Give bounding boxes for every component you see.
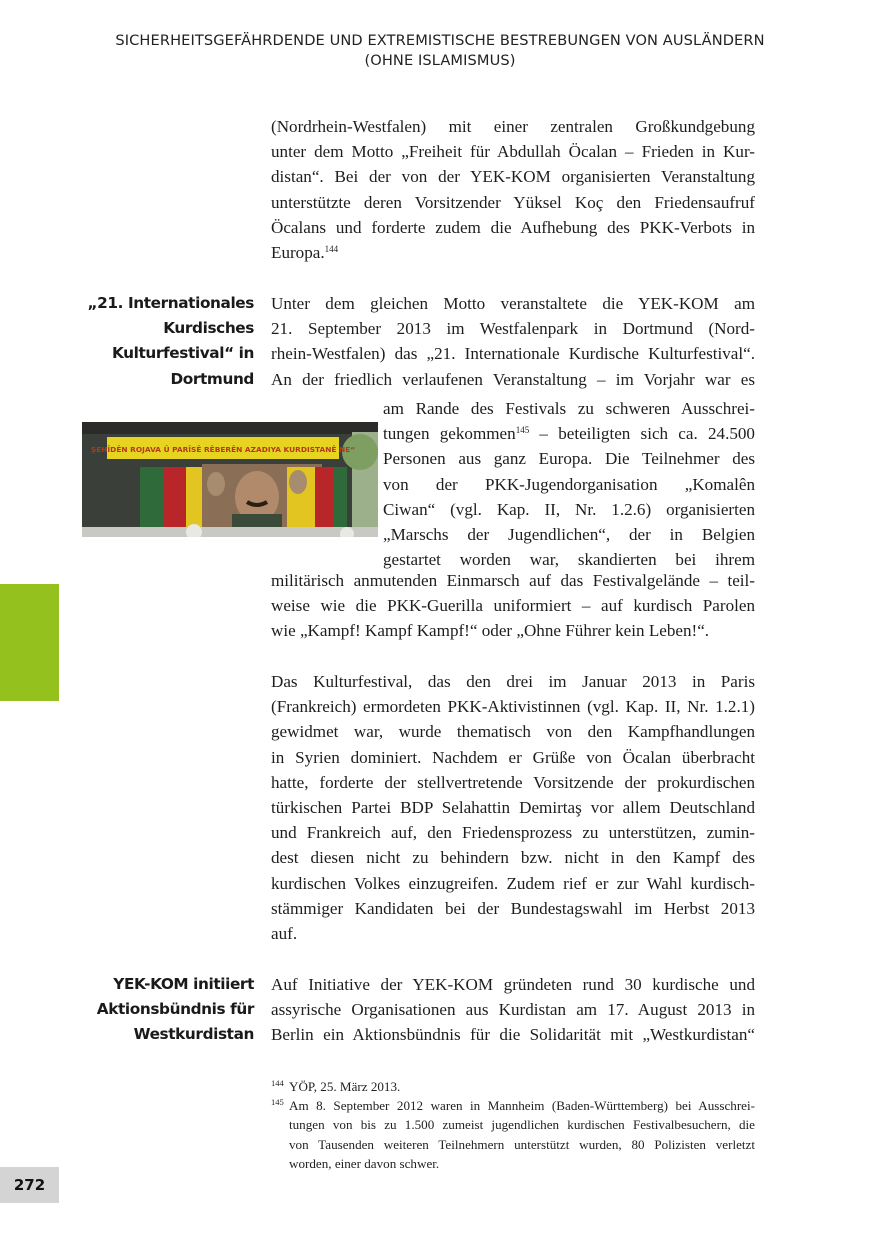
text-line bbox=[271, 240, 755, 265]
text-line: unterstützte deren Vorsitzender Yüksel Koç den Friedensaufruf bbox=[271, 192, 755, 212]
text-line: stämmiger Kandidaten bei der Bundestagswahl im Herbst 2013 bbox=[271, 898, 755, 918]
side-heading-line: „21. Internationales bbox=[87, 294, 254, 312]
banner-text: ŞEHÎDÊN ROJAVA Û PARÎSÊ RÊBERÊN AZADIYA KURDISTANÊ NE“ bbox=[90, 445, 356, 454]
side-heading-line: Kulturfestival“ in bbox=[111, 344, 254, 363]
running-head bbox=[100, 31, 780, 71]
page-number bbox=[0, 1167, 59, 1203]
footnote-ref-144[interactable]: 144 bbox=[324, 244, 339, 255]
text-line: am Rande des Festivals zu schweren Ausschrei- bbox=[383, 399, 755, 418]
text-line: „Marschs der Jugendlichen“, der in Belgien bbox=[383, 525, 755, 545]
text-line: wie „Kampf! Kampf Kampf!“ oder „Ohne Führer kein Leben!“. bbox=[271, 621, 710, 641]
side-heading-festival bbox=[79, 291, 254, 392]
side-heading-line: Dortmund bbox=[170, 369, 254, 388]
text-line: assyrische Organisationen aus Kurdistan am 17. August 2013 in bbox=[271, 1000, 755, 1020]
text-line: (Nordrhein-Westfalen) mit einer zentralen Großkundgebung bbox=[271, 117, 755, 136]
footnote-line: worden, einer davon schwer. bbox=[289, 1155, 440, 1171]
text-line: Personen aus ganz Europa. Die Teilnehmer des bbox=[383, 449, 755, 469]
text-line: gewidmet war, wurde thematisch von den Kampfhandlungen bbox=[271, 722, 755, 742]
text-line: (Frankreich) ermordeten PKK-Aktivistinnen (vgl. Kap. II, Nr. 1.2.1) bbox=[271, 697, 755, 717]
stage-photo-image bbox=[82, 422, 378, 537]
text-line: Ciwan“ (vgl. Kap. II, Nr. 1.2.6) organisierten bbox=[383, 499, 755, 519]
text-line: Das Kulturfestival, das den drei im Januar 2013 in Paris bbox=[271, 672, 755, 691]
running-head-line-1: SICHERHEITSGEFÄHRDENDE UND EXTREMISTISCHE BESTREBUNGEN VON AUSLÄNDERN bbox=[115, 32, 765, 49]
footnote-number: 145 bbox=[271, 1097, 284, 1108]
text-line: weise wie die PKK-Guerilla uniformiert – auf kurdisch Parolen bbox=[271, 596, 755, 616]
side-heading-line: Aktionsbündnis für bbox=[96, 1000, 254, 1019]
festival-stage-photo bbox=[82, 422, 378, 537]
running-head-line-2: (OHNE ISLAMISMUS) bbox=[364, 52, 516, 69]
text-line: hatte, forderte der stellvertretende Vorsitzende der prokurdischen bbox=[271, 772, 755, 792]
footnote-144 bbox=[271, 1077, 755, 1096]
text-line bbox=[383, 421, 755, 446]
side-heading-aktionsbuendnis bbox=[79, 972, 254, 1048]
text-line: in Syrien dominiert. Nachdem er Grüße von Öcalan überbracht bbox=[271, 747, 755, 767]
text-line: militärisch anmutenden Einmarsch auf das Festivalgelände – teil- bbox=[271, 571, 755, 590]
text-line: auf. bbox=[271, 924, 298, 944]
footnote-line: tungen von bis zu 1.500 zumeist jugendlichen kurdischen Festivalbesuchern, die bbox=[289, 1117, 755, 1133]
text-line: Berlin ein Aktionsbündnis für die Solidarität mit „Westkurdistan“ bbox=[271, 1025, 755, 1045]
text-line: An der friedlich verlaufenen Veranstaltung – im Vorjahr war es bbox=[271, 369, 755, 389]
text-line: von der PKK-Jugendorganisation „Komalên bbox=[383, 474, 755, 494]
text-line: dest diesen nicht zu behindern bzw. nicht in den Kampf des bbox=[271, 848, 755, 868]
text-line: 21. September 2013 im Westfalenpark in Dortmund (Nord- bbox=[271, 319, 755, 339]
side-heading-line: Kurdisches bbox=[163, 319, 254, 338]
page-number-label: 272 bbox=[13, 1176, 46, 1194]
paragraph-intro bbox=[271, 114, 755, 265]
text-line: gestartet worden war, skandierten bei ihrem bbox=[383, 550, 755, 570]
paragraph-festival-wrapped bbox=[383, 367, 755, 572]
footnotes bbox=[271, 1077, 755, 1173]
text-line: rhein-Westfalen) das „21. Internationale Kurdische Kulturfestival“. bbox=[271, 344, 755, 364]
footnote-line: Am 8. September 2012 waren in Mannheim (Baden-Württemberg) bei Ausschrei- bbox=[289, 1098, 755, 1114]
text-line: türkischen Partei BDP Selahattin Demirtaş vor allem Deutschland bbox=[271, 798, 755, 818]
side-heading-line: YEK-KOM initiiert bbox=[113, 975, 254, 993]
footnote-line: YÖP, 25. März 2013. bbox=[289, 1079, 401, 1094]
footnote-ref-145[interactable]: 145 bbox=[515, 425, 530, 436]
footnote-line: von Tausenden weiteren Teilnehmern unterstützt wurden, 80 Polizisten verletzt bbox=[289, 1136, 755, 1152]
chapter-tab-marker bbox=[0, 584, 59, 701]
text-line: Auf Initiative der YEK-KOM gründeten rund 30 kurdische und bbox=[271, 975, 755, 994]
text-fragment: Europa. bbox=[271, 243, 325, 263]
paragraph-kulturfestival bbox=[271, 669, 755, 946]
footnote-145 bbox=[271, 1096, 755, 1173]
footnote-number: 144 bbox=[271, 1078, 284, 1088]
text-fragment: – beteiligten sich ca. 24.500 bbox=[529, 424, 755, 444]
text-line: und Frankreich auf, den Friedensprozess zu unterstützen, zumin- bbox=[271, 823, 755, 843]
paragraph-aktionsbuendnis bbox=[271, 972, 755, 1048]
text-line: kurdischen Volkes einzugreifen. Zudem rief er zur Wahl kurdisch- bbox=[271, 873, 755, 893]
text-line: unter dem Motto „Freiheit für Abdullah Öcalan – Frieden in Kur- bbox=[271, 142, 755, 162]
side-heading-line: Westkurdistan bbox=[133, 1025, 254, 1044]
text-line: Öcalans und forderte zudem die Aufhebung des PKK-Verbots in bbox=[271, 217, 755, 237]
paragraph-festival-bottom bbox=[271, 568, 755, 644]
text-line: distan“. Bei der von der YEK-KOM organisierten Veranstaltung bbox=[271, 167, 755, 187]
text-line: Unter dem gleichen Motto veranstaltete die YEK-KOM am bbox=[271, 294, 755, 313]
text-fragment: tungen gekommen bbox=[383, 424, 516, 444]
